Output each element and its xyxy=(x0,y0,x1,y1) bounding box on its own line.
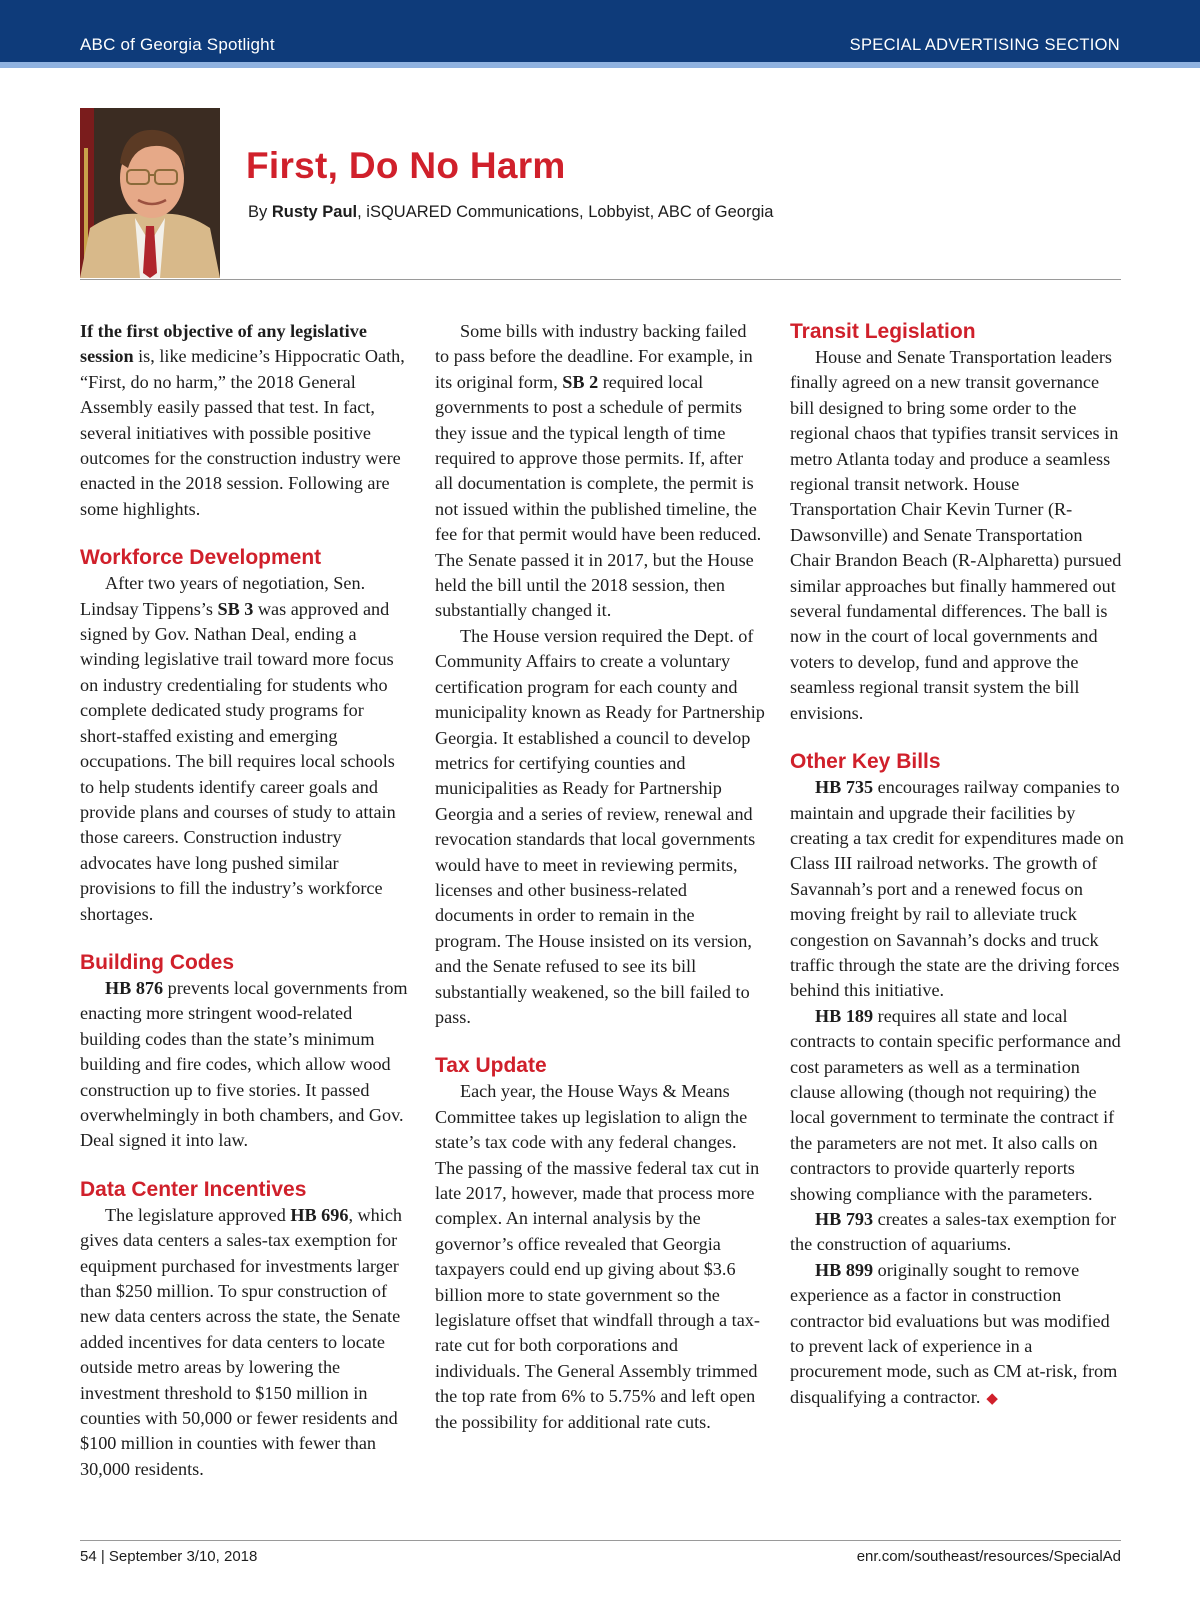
section-title: ABC of Georgia Spotlight xyxy=(80,35,275,54)
bill-hb735: HB 735 xyxy=(815,777,874,798)
transit-paragraph: House and Senate Transportation leaders finally agreed on a new transit governance bill designed to bring some order to the regional chaos that typifies transit services in metro Atlanta today and produce a seamless regional transit network. House Transportation Chair Kevin Turner (R-Dawsonville) and Senate Transportation Chair Brandon Beach (R-Alpharetta) pursued similar approaches but finally hammered out several fundamental differences. The ball is now in the court of local governments and voters to develop, fund and approve the seamless regional transit system the bill envisions. xyxy=(790,347,1122,723)
codes-paragraph xyxy=(80,976,410,1154)
heading-data-center: Data Center Incentives xyxy=(80,1177,307,1201)
bill-hb696: HB 696 xyxy=(290,1204,349,1225)
bill-hb189: HB 189 xyxy=(815,1005,874,1026)
heading-other-bills: Other Key Bills xyxy=(790,750,941,774)
hb735-text: encourages railway companies to maintain and upgrade their facilities by creating a tax credit for expenditures made on Class III railroad networks. The growth of Savannah’s port and a renewed focus on moving freight by rail to alleviate truck congestion on Savannah’s docks and truck traffic through the state are the driving forces behind this initiative. xyxy=(790,777,1124,1001)
byline xyxy=(248,203,773,222)
column-2 xyxy=(435,319,765,1435)
hb899-paragraph xyxy=(790,1258,1125,1412)
header-stripe xyxy=(0,62,1200,68)
hb793-text: creates a sales-tax exemption for the construction of aquariums. xyxy=(790,1209,1117,1255)
hb735-paragraph xyxy=(790,775,1125,1004)
bill-sb2: SB 2 xyxy=(562,371,599,392)
data-text-b: , which gives data centers a sales-tax exemption for equipment purchased for investments larger than $250 million. To spur construction of new data centers across the state, the Senate added incentives for data centers to locate outside metro areas by lowering the investment threshold to $150 million in counties with 50,000 or fewer residents and $100 million in counties with fewer than 30,000 residents. xyxy=(80,1204,402,1479)
workforce-text-b: was approved and signed by Gov. Nathan Deal, ending a winding legislative trail toward more focus on industry credentialing for students who complete dedicated study programs for short-staffed existing and emerging occupations. The bill requires local schools to help students identify career goals and provide plans and courses of study to attain those careers. Construction industry advocates have long pushed similar provisions to fill the industry’s workforce shortages. xyxy=(80,598,396,924)
hb899-text: originally sought to remove experience as a factor in construction contractor bid evaluations but was modified to prevent lack of experience in a procurement mode, such as CM at-risk, from disqualifying a contractor. xyxy=(790,1259,1118,1407)
column-1 xyxy=(80,319,410,1482)
hb189-text: requires all state and local contracts to contain specific performance and cost parameters as well as a termination clause allowing (though not requiring) the local government to terminate the contract if the parameters are not met. It also calls on contractors to provide quarterly reports showing compliance with the parameters. xyxy=(790,1005,1121,1204)
bill-sb3: SB 3 xyxy=(217,598,254,619)
heading-building-codes: Building Codes xyxy=(80,950,234,974)
hb793-paragraph xyxy=(790,1207,1125,1258)
workforce-paragraph xyxy=(80,571,410,927)
footer-divider xyxy=(80,1540,1121,1541)
heading-workforce: Workforce Development xyxy=(80,546,322,570)
header-divider xyxy=(80,279,1121,280)
failed-text-a: Some bills with industry backing failed to pass before the deadline. For example, in its original form, xyxy=(435,321,753,392)
data-center-paragraph xyxy=(80,1203,410,1482)
end-mark-icon: ◆ xyxy=(986,1390,998,1407)
bill-hb899: HB 899 xyxy=(815,1259,874,1280)
advertising-label: SPECIAL ADVERTISING SECTION xyxy=(849,36,1120,54)
workforce-text-a: After two years of negotiation, Sen. Lindsay Tippens’s xyxy=(80,573,366,619)
byline-prefix: By xyxy=(248,203,272,221)
heading-tax-update: Tax Update xyxy=(435,1054,547,1078)
heading-transit: Transit Legislation xyxy=(790,320,976,343)
intro-text: is, like medicine’s Hippocratic Oath, “First, do no harm,” the 2018 General Assembly easily passed that test. In fact, several initiatives with possible positive outcomes for the construction industry were enacted in the 2018 session. Following are some highlights. xyxy=(80,346,405,519)
house-version-paragraph: The House version required the Dept. of Community Affairs to create a voluntary certification program for each county and municipality known as Ready for Partnership Georgia. It established a council to develop metrics for certifying counties and municipalities as Ready for Partnership Georgia and a series of review, renewal and revocation standards that local governments would have to meet in reviewing permits, licenses and other business-related documents in order to remain in the program. The House insisted on its version, and the Senate refused to see its bill substantially weakened, so the bill failed to pass. xyxy=(435,625,765,1027)
byline-affiliation: , iSQUARED Communications, Lobbyist, ABC of Georgia xyxy=(357,203,774,221)
intro-paragraph xyxy=(80,319,410,522)
column-3 xyxy=(790,319,1125,1412)
failed-text-b: required local governments to post a schedule of permits they issue and the typical length of time required to approve those permits. If, after all documentation is complete, the permit is not issued within the published timeline, the fee for that permit would have been reduced. The Senate passed it in 2017, but the House held the bill until the 2018 session, then substantially changed it. xyxy=(435,371,762,621)
author-name: Rusty Paul xyxy=(271,203,358,221)
tax-paragraph: Each year, the House Ways & Means Committee takes up legislation to align the state’s tax code with any federal changes. The passing of the massive federal tax cut in late 2017, however, made that process more complex. An internal analysis by the governor’s office revealed that Georgia taxpayers could end up giving about $3.6 billion more to state government so the legislature offset that windfall through a tax-rate cut for both corporations and individuals. The General Assembly trimmed the top rate from 6% to 5.75% and left open the possibility for additional rate cuts. xyxy=(435,1081,760,1432)
codes-text: prevents local governments from enacting more stringent wood-related building codes than the state’s minimum building and fire codes, which allow wood construction up to five stories. It passed overwhelmingly in both chambers, and Gov. Deal signed it into law. xyxy=(80,977,408,1151)
data-text-a: The legislature approved xyxy=(105,1204,291,1225)
page-number-date: 54 | September 3/10, 2018 xyxy=(80,1548,258,1565)
bill-hb793: HB 793 xyxy=(815,1209,874,1229)
intro-lead: If the first objective of any legislative session xyxy=(80,321,367,367)
footer-url[interactable]: enr.com/southeast/resources/SpecialAd xyxy=(856,1548,1121,1565)
failed-bills-paragraph xyxy=(435,319,765,624)
article-title: First, Do No Harm xyxy=(246,145,566,186)
author-photo xyxy=(80,108,220,278)
bill-hb876: HB 876 xyxy=(105,977,164,998)
hb189-paragraph xyxy=(790,1004,1125,1207)
